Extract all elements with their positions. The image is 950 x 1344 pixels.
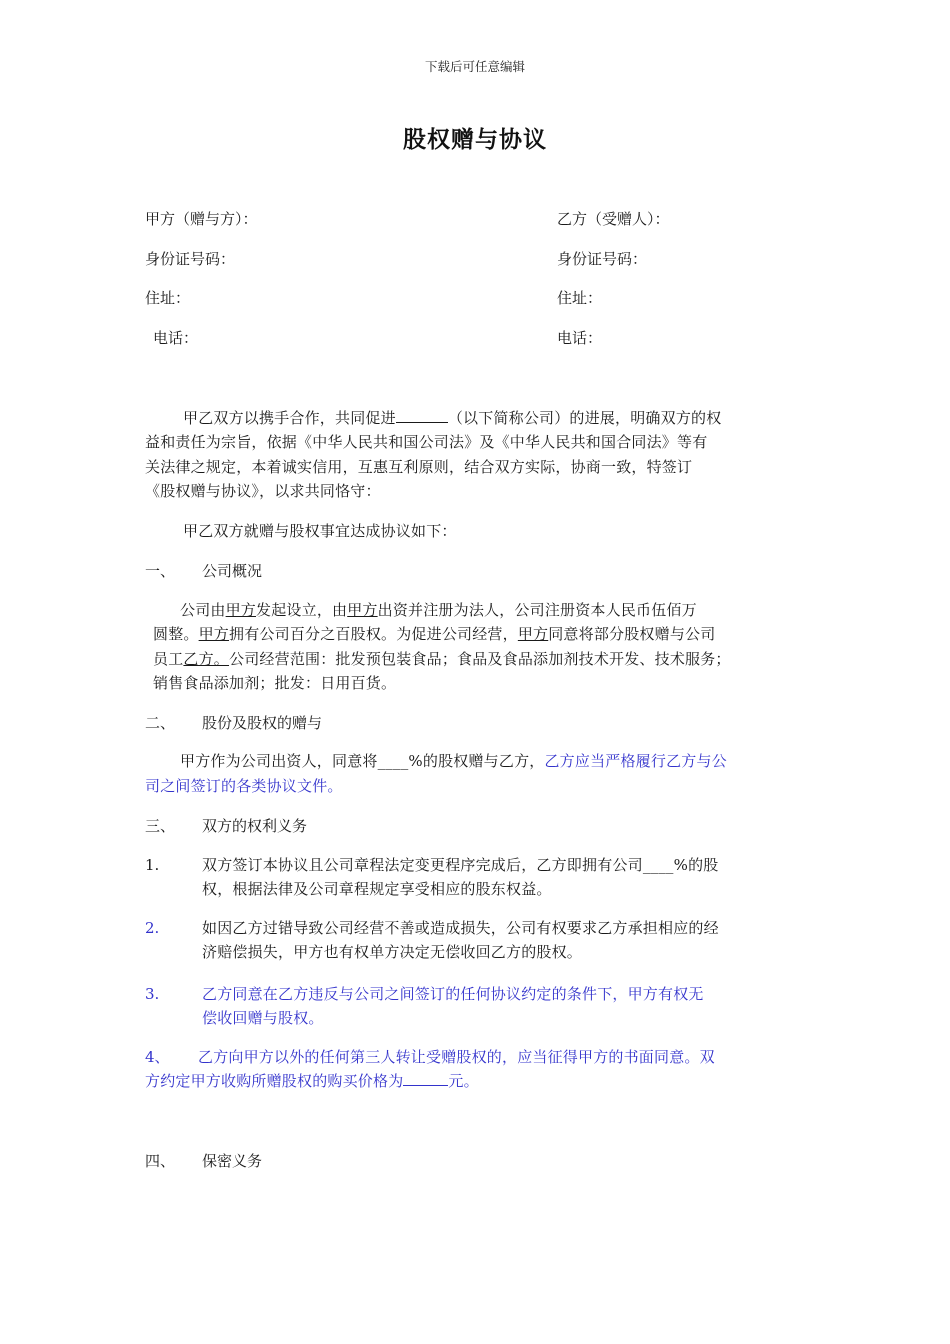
section-2-number: 二、 bbox=[145, 714, 176, 732]
party-b-underlined: 乙方。 bbox=[183, 650, 230, 668]
party-a-underlined: 甲方 bbox=[517, 625, 549, 643]
party-b-phone: 电话： bbox=[557, 329, 603, 347]
item-3-number: 3. bbox=[145, 985, 160, 1003]
item-4-number: 4、 bbox=[145, 1048, 170, 1066]
section-3-number: 三、 bbox=[145, 817, 176, 835]
item-4-line-1: 乙方向甲方以外的任何第三人转让受赠股权的，应当征得甲方的书面同意。双 bbox=[198, 1048, 715, 1066]
price-blank bbox=[403, 1070, 448, 1086]
intro-line-1-text-a: 甲乙双方以携手合作，共同促进 bbox=[183, 409, 396, 427]
section-2-line-1 bbox=[180, 749, 727, 774]
section-2-highlight: 乙方应当严格履行乙方与公 bbox=[544, 752, 727, 770]
document-title: 股权赠与协议 bbox=[403, 127, 547, 153]
party-a-role: 甲方（赠与方）： bbox=[145, 210, 258, 228]
header-note: 下载后可任意编辑 bbox=[424, 59, 525, 74]
party-a-id-number: 身份证号码： bbox=[145, 250, 236, 268]
section-1-text: 圆整。 bbox=[153, 625, 199, 643]
intro-line-4: 《股权赠与协议》，以求共同恪守： bbox=[145, 482, 381, 500]
section-2-text: %的股权赠与乙方， bbox=[408, 752, 545, 770]
section-1-line-4: 销售食品添加剂；批发：日用百货。 bbox=[153, 674, 397, 692]
section-1-number: 一、 bbox=[145, 562, 176, 580]
intro-line-3: 关法律之规定，本着诚实信用，互惠互利原则，结合双方实际，协商一致，特签订 bbox=[145, 458, 693, 476]
percentage-blank: ____ bbox=[642, 856, 674, 874]
intro-line-2: 益和责任为宗旨，依据《中华人民共和国公司法》及《中华人民共和国合同法》等有 bbox=[145, 433, 708, 451]
party-b-role: 乙方（受赠人）： bbox=[557, 210, 670, 228]
item-2-line-2: 济赔偿损失，甲方也有权单方决定无偿收回乙方的股权。 bbox=[202, 943, 583, 961]
section-1-text: 同意将部分股权赠与公司 bbox=[548, 625, 716, 643]
section-2-title: 股份及股权的赠与 bbox=[202, 714, 323, 732]
item-3-line-1: 乙方同意在乙方违反与公司之间签订的任何协议约定的条件下，甲方有权无 bbox=[202, 985, 704, 1003]
party-a-underlined: 甲方 bbox=[198, 625, 230, 643]
item-4-text: 方约定甲方收购所赠股权的购买价格为 bbox=[145, 1072, 404, 1090]
item-1-line-2: 权，根据法律及公司章程规定享受相应的股东权益。 bbox=[202, 880, 552, 898]
section-1-text: 公司经营范围：批发预包装食品；食品及食品添加剂技术开发、技术服务； bbox=[229, 650, 731, 668]
company-name-blank bbox=[396, 407, 448, 423]
party-b-address: 住址： bbox=[557, 289, 603, 307]
item-2-number: 2. bbox=[145, 919, 160, 937]
agreement-intro: 甲乙双方就赠与股权事宜达成协议如下： bbox=[183, 522, 457, 540]
section-1-text: 发起设立，由 bbox=[256, 601, 348, 619]
item-1-line-1 bbox=[202, 853, 718, 878]
section-1-text: 员工 bbox=[153, 650, 184, 668]
section-1-line-3 bbox=[153, 647, 731, 672]
percentage-blank: ____ bbox=[377, 752, 409, 770]
section-1-text: 拥有公司百分之百股权。为促进公司经营， bbox=[229, 625, 518, 643]
party-b-id-number: 身份证号码： bbox=[557, 250, 648, 268]
party-a-underlined: 甲方 bbox=[225, 601, 257, 619]
section-1-line-1 bbox=[180, 598, 697, 623]
item-4-line-2 bbox=[145, 1069, 479, 1094]
section-1-line-2 bbox=[153, 622, 715, 647]
section-1-text: 公司由 bbox=[180, 601, 226, 619]
intro-line-1 bbox=[183, 406, 721, 431]
section-1-text: 出资并注册为法人，公司注册资本人民币伍佰万 bbox=[377, 601, 697, 619]
item-1-text: %的股 bbox=[673, 856, 719, 874]
section-3-title: 双方的权利义务 bbox=[202, 817, 308, 835]
item-1-text: 双方签订本协议且公司章程法定变更程序完成后，乙方即拥有公司 bbox=[202, 856, 643, 874]
section-2-text: 甲方作为公司出资人，同意将 bbox=[180, 752, 378, 770]
party-a-phone: 电话： bbox=[153, 329, 199, 347]
section-2-line-2: 司之间签订的各类协议文件。 bbox=[145, 777, 343, 795]
section-4-title: 保密义务 bbox=[202, 1152, 263, 1170]
item-2-line-1: 如因乙方过错导致公司经营不善或造成损失，公司有权要求乙方承担相应的经 bbox=[202, 919, 719, 937]
party-a-underlined: 甲方 bbox=[347, 601, 378, 619]
item-3-line-2: 偿收回赠与股权。 bbox=[202, 1009, 324, 1027]
intro-line-1-text-b: （以下简称公司）的进展，明确双方的权 bbox=[447, 409, 722, 427]
section-4-number: 四、 bbox=[145, 1152, 176, 1170]
party-a-address: 住址： bbox=[145, 289, 191, 307]
item-1-number: 1. bbox=[145, 856, 160, 874]
section-1-title: 公司概况 bbox=[202, 562, 263, 580]
item-4-text: 元。 bbox=[448, 1072, 479, 1090]
